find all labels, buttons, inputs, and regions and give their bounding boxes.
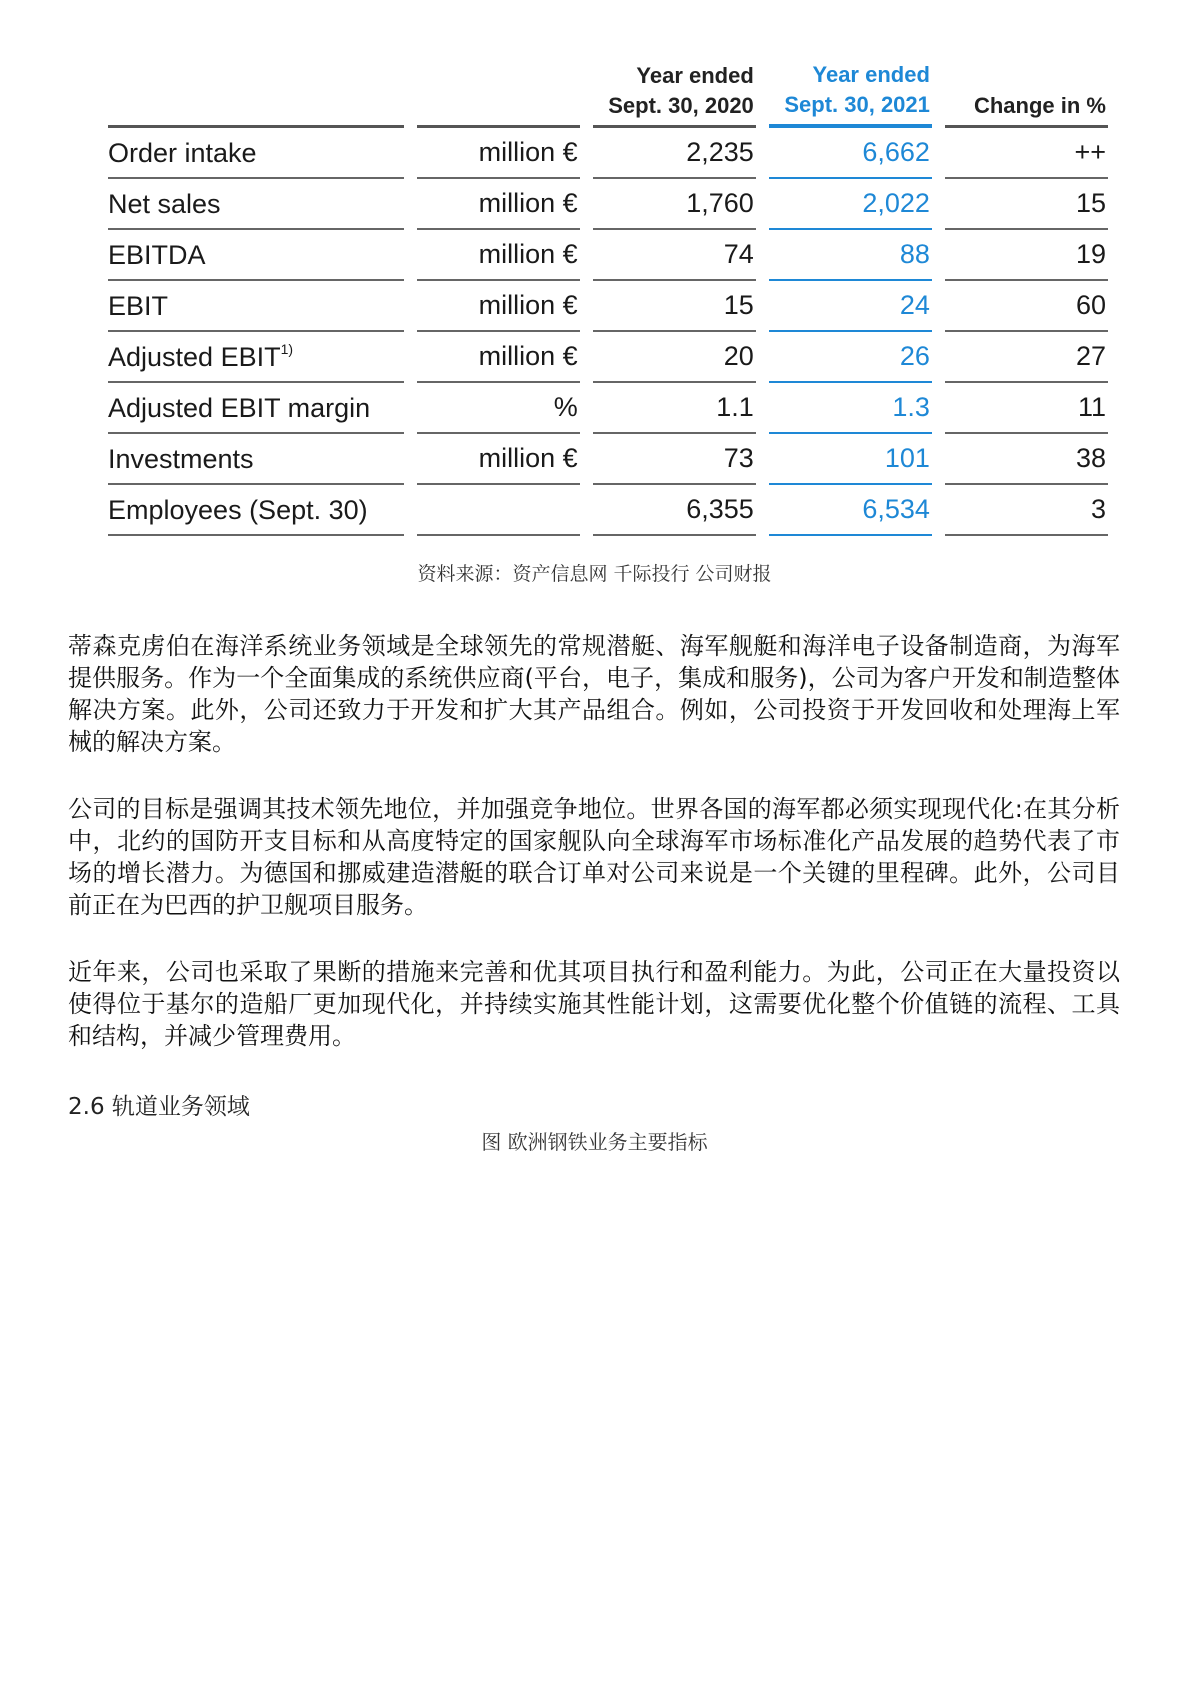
row-unit: million € [417,230,580,281]
row-label: Investments [108,434,404,485]
row-label: Adjusted EBIT$^{1)}$ [108,332,404,383]
source-note: 资料来源：资产信息网 千际投行 公司财报 [417,563,772,585]
header-change: Change in % [945,60,1108,128]
row-unit: million € [417,128,580,179]
header-year-2021: Year ended Sept. 30, 2021 [769,60,932,128]
row-unit: million € [417,332,580,383]
header-label [108,60,404,128]
row-unit: million € [417,179,580,230]
row-value-2020: 73 [593,434,756,485]
row-unit: % [417,383,580,434]
row-value-2021: 1.3 [769,383,932,434]
row-value-2021: 6,662 [769,128,932,179]
row-value-2020: 20 [593,332,756,383]
row-unit: million € [417,281,580,332]
table-row [108,179,1108,230]
table-row [108,383,1108,434]
row-value-2020: 6,355 [593,485,756,536]
row-unit [417,485,580,536]
row-value-2021: 26 [769,332,932,383]
kpi-table-container [108,60,1108,536]
table-row [108,230,1108,281]
kpi-table [95,60,1121,536]
header-year-2020: Year ended Sept. 30, 2020 [593,60,756,128]
row-value-2020: 1,760 [593,179,756,230]
row-value-2020: 74 [593,230,756,281]
row-unit: million € [417,434,580,485]
row-change: 38 [945,434,1108,485]
row-change: 19 [945,230,1108,281]
row-change: 3 [945,485,1108,536]
row-label: Employees (Sept. 30) [108,485,404,536]
row-value-2021: 2,022 [769,179,932,230]
paragraph: 近年来，公司也采取了果断的措施来完善和优其项目执行和盈利能力。为此，公司正在大量投资以使得位于基尔的造船厂更加现代化，并持续实施其性能计划，这需要优化整个价值链的流程、工具和结构，并减少管理费用。 [68,958,1120,1050]
paragraph: 蒂森克虏伯在海洋系统业务领域是全球领先的常规潜艇、海军舰艇和海洋电子设备制造商，为海军提供服务。作为一个全面集成的系统供应商(平台，电子，集成和服务)，公司为客户开发和制造整体解决方案。此外，公司还致力于开发和扩大其产品组合。例如，公司投资于开发回收和处理海上军械的解决方案。 [68,632,1120,756]
row-value-2020: 2,235 [593,128,756,179]
body-text [68,630,1120,1087]
row-label: EBITDA [108,230,404,281]
row-change: ++ [945,128,1108,179]
row-value-2021: 88 [769,230,932,281]
row-label: Order intake [108,128,404,179]
row-value-2020: 1.1 [593,383,756,434]
header-unit [417,60,580,128]
row-value-2021: 6,534 [769,485,932,536]
row-change: 27 [945,332,1108,383]
row-label: Net sales [108,179,404,230]
row-label: EBIT [108,281,404,332]
table-row [108,485,1108,536]
section-heading: 2.6 轨道业务领域 [68,1094,250,1120]
figure-caption: 图 欧洲钢铁业务主要指标 [481,1130,708,1154]
footnote-marker: 1) [280,340,294,357]
table-row [108,281,1108,332]
table-row [108,434,1108,485]
paragraph: 公司的目标是强调其技术领先地位，并加强竞争地位。世界各国的海军都必须实现现代化:在其分析中，北约的国防开支目标和从高度特定的国家舰队向全球海军市场标准化产品发展的趋势代表了市场的增长潜力。为德国和挪威建造潜艇的联合订单对公司来说是一个关键的里程碑。此外，公司目前正在为巴西的护卫舰项目服务。 [68,795,1120,919]
row-change: 15 [945,179,1108,230]
row-value-2021: 24 [769,281,932,332]
row-value-2021: 101 [769,434,932,485]
table-row [108,332,1108,383]
table-header-row [108,60,1108,128]
row-change: 60 [945,281,1108,332]
row-label: Adjusted EBIT margin [108,383,404,434]
row-value-2020: 15 [593,281,756,332]
table-row [108,128,1108,179]
row-change: 11 [945,383,1108,434]
